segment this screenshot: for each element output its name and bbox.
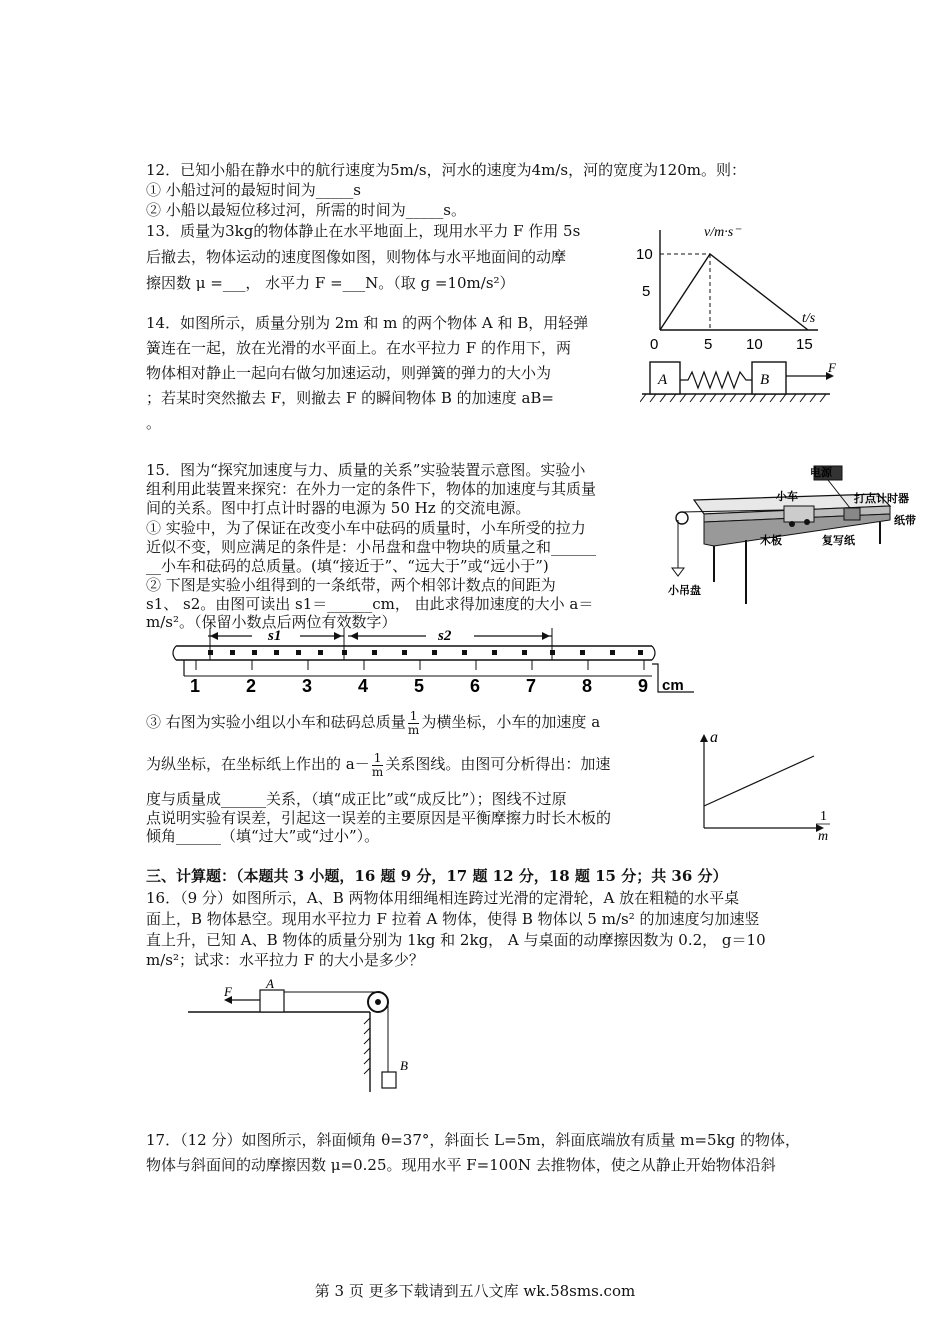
ruler-3: 3 — [302, 676, 313, 696]
timer-label: 打点计时器 — [854, 492, 909, 505]
power-label: 电源 — [810, 466, 832, 479]
y-tick-10: 10 — [636, 246, 653, 263]
ruler-2: 2 — [246, 676, 257, 696]
tape-label: 纸带 — [894, 514, 916, 527]
q14-line5: 。 — [146, 414, 162, 432]
q13-line3: 擦因数 μ =___， 水平力 F =___N。（取 g =10m/s²） — [146, 274, 515, 292]
q12-sub1: ① 小船过河的最短时间为_____s — [146, 181, 361, 199]
force-label: F — [828, 360, 836, 375]
page-footer: 第 3 页 更多下载请到五八文库 wk.58sms.com — [314, 1282, 636, 1300]
pan-label: 小吊盘 — [668, 584, 701, 597]
q15-line4: ① 实验中，为了保证在改变小车中砝码的质量时，小车所受的拉力 — [146, 519, 586, 537]
y-tick-5: 5 — [642, 283, 651, 300]
q15-line10: ③ 右图为实验小组以小车和砝码总质量 $\frac{1}{m}$ 为横坐标，小车的加速度 a — [146, 708, 601, 737]
ruler-8: 8 — [582, 676, 593, 696]
ruler-1: 1 — [190, 676, 201, 696]
section3-title: 三、计算题：（本题共 3 小题，16 题 9 分，17 题 12 分，18 题 15 分；共 36 分） — [146, 867, 728, 885]
ruler-5: 5 — [414, 676, 425, 696]
q16-line2: 面上，B 物体悬空。现用水平拉力 F 拉着 A 物体，使得 B 物体以 5 m/s² 的加速度匀加速竖 — [146, 910, 760, 928]
x-tick-5: 5 — [704, 336, 713, 353]
q14-line1: 14．如图所示，质量分别为 2m 和 m 的两个物体 A 和 B，用轻弹 — [146, 314, 589, 332]
block-b-label: B — [760, 372, 770, 388]
q12-stem: 12．已知小船在静水中的航行速度为5m/s，河水的速度为4m/s，河的宽度为120m。则： — [146, 161, 746, 179]
tape-s1: s1 — [268, 628, 282, 644]
q16-line4: m/s²；试求：水平拉力 F 的大小是多少？ — [146, 951, 424, 969]
hanging-pan — [672, 568, 684, 576]
q17-line1: 17．（12 分）如图所示，斜面倾角 θ=37°，斜面长 L=5m，斜面底端放有质量 m=5kg 的物体， — [146, 1131, 801, 1149]
x-label: t/s — [802, 311, 816, 326]
q13-line2: 后撤去，物体运动的速度图像如图，则物体与水平地面间的动摩 — [146, 248, 567, 266]
q12-sub2: ② 小船以最短位移过河，所需的时间为_____s。 — [146, 201, 466, 219]
ruler-6: 6 — [470, 676, 481, 696]
velocity-line — [660, 254, 808, 330]
q15-line3: 间的关系。图中打点计时器的电源为 50 Hz 的交流电源。 — [146, 499, 531, 517]
q14-line3: 物体相对静止一起向右做匀加速运动，则弹簧的弹力的大小为 — [146, 364, 552, 382]
q15-apparatus-figure — [664, 464, 920, 608]
cart — [784, 506, 814, 522]
q15-line6: __小车和砝码的总质量。(填“接近于”、“远大于”或“远小于”) — [146, 557, 549, 575]
q15-line12: 度与质量成______关系，（填“成正比”或“成反比”）；图线不过原 — [146, 790, 567, 808]
q15-line1: 15．图为“探究加速度与力、质量的关系”实验装置示意图。实验小 — [146, 461, 586, 479]
x-tick-10: 10 — [746, 336, 763, 353]
graph-line — [704, 756, 814, 806]
q15-line8: s1、 s2。由图可读出 s1＝______cm， 由此求得加速度的大小 a＝ — [146, 595, 594, 613]
ruler-4: 4 — [358, 676, 369, 696]
q15-line9: m/s²。（保留小数点后两位有效数字） — [146, 613, 397, 631]
q16-b-label: B — [400, 1058, 408, 1073]
y-label: v/m·s⁻ — [704, 225, 741, 240]
q16-f-label: F — [224, 984, 232, 999]
q14-spring-figure — [640, 356, 840, 408]
x-tick-0: 0 — [650, 336, 659, 353]
q15-line7: ② 下图是实验小组得到的一条纸带，两个相邻计数点的间距为 — [146, 576, 556, 594]
q15-line2: 组利用此装置来探究：在外力一定的条件下，物体的加速度与其质量 — [146, 480, 597, 498]
q15-tape-ruler — [168, 624, 694, 698]
ruler-9: 9 — [638, 676, 649, 696]
ruler-7: 7 — [526, 676, 537, 696]
cart-label: 小车 — [776, 490, 798, 503]
graph-xnum: 1 — [820, 809, 827, 824]
q16-line3: 直上升，已知 A、B 物体的质量分别为 1kg 和 2kg， A 与桌面的动摩擦因数为 0.2， g＝10 — [146, 931, 766, 949]
block-a-label: A — [658, 372, 668, 388]
board-label: 木板 — [760, 534, 782, 547]
q15-a-vs-1m-graph — [680, 722, 840, 846]
q16-block-b — [382, 1072, 396, 1088]
q15-line11: 为纵坐标，在坐标纸上作出的 a－ $\frac{1}{m}$ 关系图线。由图可分析得出：加速 — [146, 750, 611, 779]
graph-ylabel: a — [710, 729, 718, 746]
q13-line1: 13．质量为3kg的物体静止在水平地面上，现用水平力 F 作用 5s — [146, 222, 581, 240]
fraction-1-over-m-2: $\frac{1}{m}$ — [371, 750, 384, 779]
x-tick-15: 15 — [796, 336, 813, 353]
q15-line14: 倾角______（填“过大”或“过小”）。 — [146, 827, 380, 845]
q17-line2: 物体与斜面间的动摩擦因数 μ=0.25。现用水平 F=100N 去推物体，使之从静止开始物体沿斜 — [146, 1156, 776, 1174]
graph-xden: m — [818, 829, 829, 844]
spring — [680, 372, 752, 388]
q16-pulley-figure — [178, 974, 418, 1096]
timer — [844, 508, 860, 520]
fraction-1-over-m: $\frac{1}{m}$ — [407, 708, 420, 737]
q16-a-label: A — [266, 976, 274, 991]
q16-line1: 16．（9 分）如图所示，A、B 两物体用细绳相连跨过光滑的定滑轮，A 放在粗糙的水平桌 — [146, 889, 740, 907]
q16-block-a — [260, 990, 284, 1012]
q14-line4: ；若某时突然撤去 F，则撤去 F 的瞬间物体 B 的加速度 aB= — [146, 389, 554, 407]
carbon-label: 复写纸 — [822, 534, 855, 547]
ruler-unit: cm — [662, 677, 684, 694]
q15-line13: 点说明实验有误差，引起这一误差的主要原因是平衡摩擦力时长木板的 — [146, 809, 612, 827]
tape-s2: s2 — [438, 628, 452, 644]
q13-velocity-graph — [628, 222, 828, 354]
q14-line2: 簧连在一起，放在光滑的水平面上。在水平拉力 F 的作用下，两 — [146, 339, 571, 357]
q15-line5: 近似不变，则应满足的条件是：小吊盘和盘中物块的质量之和______ — [146, 538, 597, 556]
